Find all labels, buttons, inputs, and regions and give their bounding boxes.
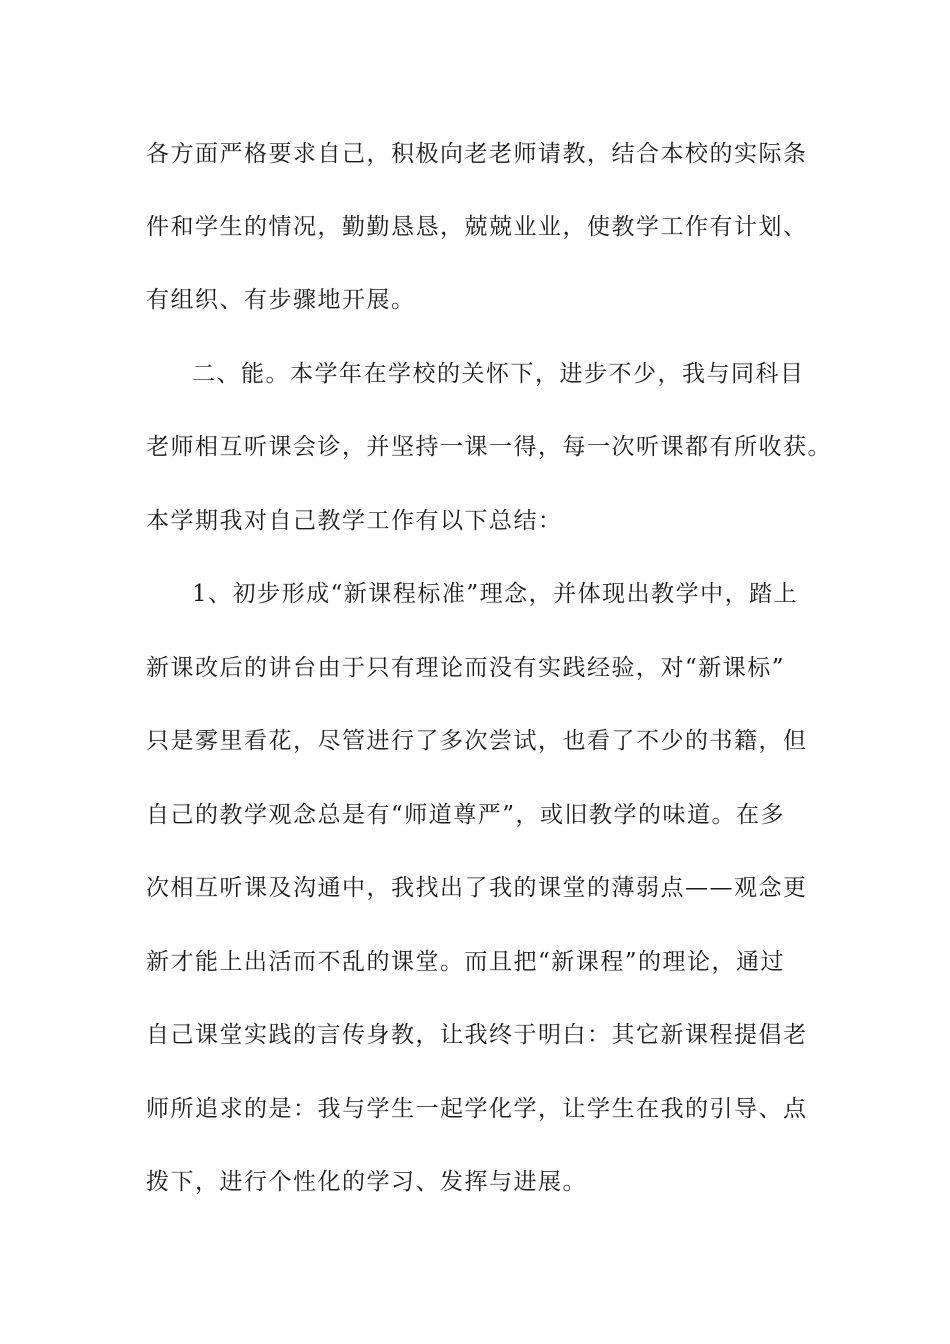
text-line: 新才能上出活而不乱的课堂。而且把“新课程”的理论，通过 [146,949,786,975]
text-line: 师所追求的是：我与学生一起学化学，让学生在我的引导、点 [146,1096,808,1122]
text-line: 自己的教学观念总是有“师道尊严”，或旧教学的味道。在多 [146,802,786,828]
text-line: 拨下，进行个性化的学习、发挥与进展。 [146,1169,587,1195]
text-line: 件和学生的情况，勤勤恳恳，兢兢业业，使教学工作有计划、 [146,214,808,240]
text-line: 各方面严格要求自己，积极向老老师请教，结合本校的实际条 [146,141,808,167]
text-line: 本学期我对自己教学工作有以下总结： [146,508,563,534]
text-line: 次相互听课及沟通中，我找出了我的课堂的薄弱点——观念更 [146,875,808,901]
text-line: 新课改后的讲台由于只有理论而没有实践经验，对“新课标” [146,655,786,681]
text-line: 1、初步形成“新课程标准”理念，并体现出教学中，踏上 [192,581,799,607]
text-line: 只是雾里看花，尽管进行了多次尝试，也看了不少的书籍，但 [146,728,808,754]
text-line: 自己课堂实践的言传身教，让我终于明白：其它新课程提倡老 [146,1022,808,1048]
text-line: 有组织、有步骤地开展。 [146,287,416,313]
text-line: 老师相互听课会诊，并坚持一课一得，每一次听课都有所收获。 [146,434,832,460]
text-line: 二、能。本学年在学校的关怀下，进步不少，我与同科目 [192,361,805,387]
